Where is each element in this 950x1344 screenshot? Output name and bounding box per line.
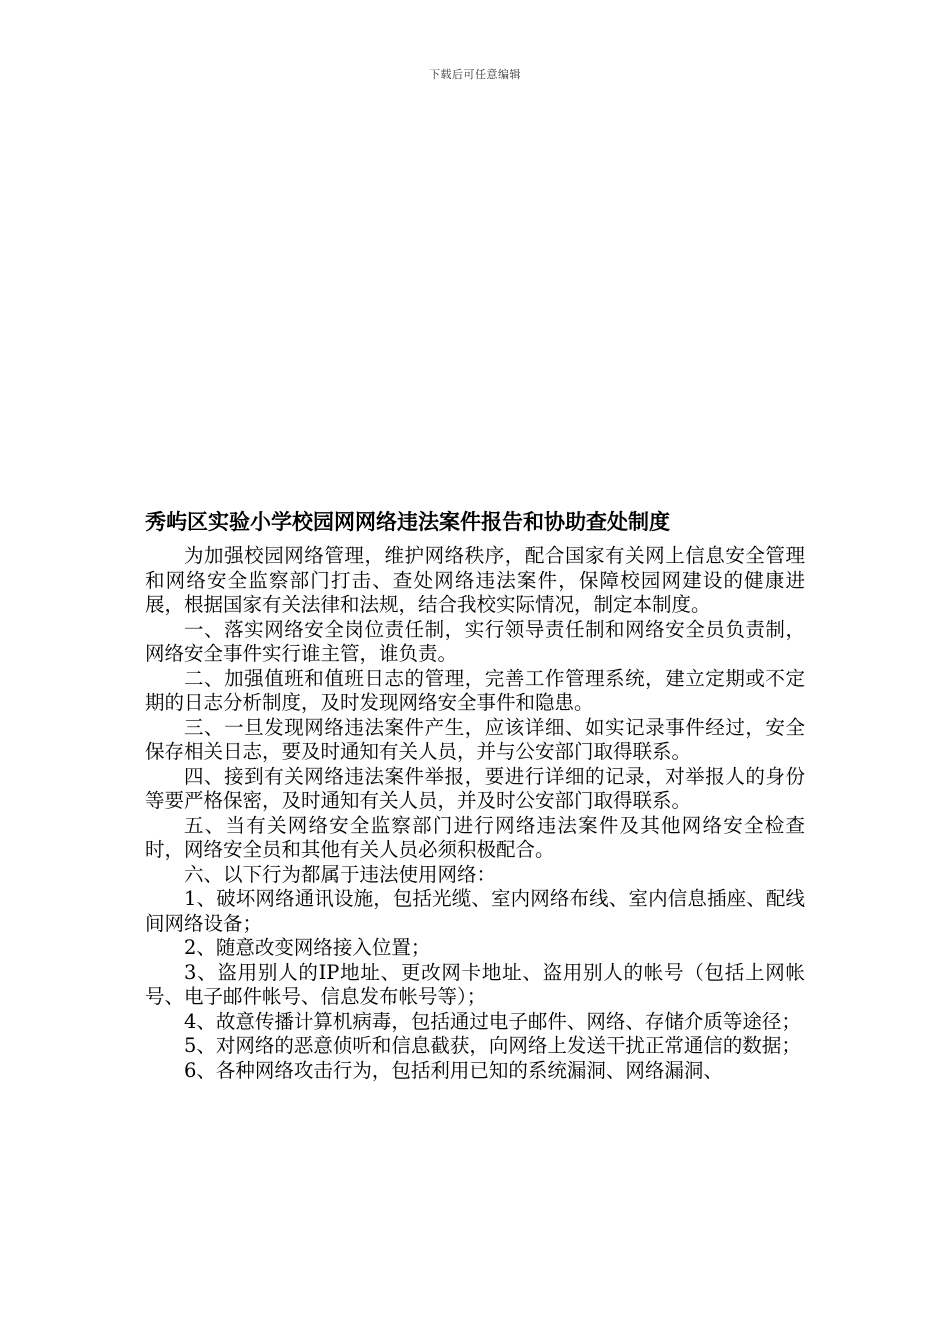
list-item-paragraph: 1、破坏网络通讯设施，包括光缆、室内网络布线、室内信息插座、配线间网络设备； — [145, 887, 805, 935]
page-header-note: 下载后可任意编辑 — [429, 68, 521, 81]
clause-paragraph: 三、一旦发现网络违法案件产生，应该详细、如实记录事件经过，安全保存相关日志，要及时通知有关人员，并与公安部门取得联系。 — [145, 715, 805, 763]
list-item-paragraph: 6、各种网络攻击行为，包括利用已知的系统漏洞、网络漏洞、 — [184, 1058, 723, 1082]
list-item-paragraph: 2、随意改变网络接入位置； — [184, 936, 431, 959]
clause-paragraph: 二、加强值班和值班日志的管理，完善工作管理系统，建立定期或不定期的日志分析制度，及时发现网络安全事件和隐患。 — [145, 666, 805, 714]
list-item-paragraph: 3、盗用别人的IP地址、更改网卡地址、盗用别人的帐号（包括上网帐号、电子邮件帐号、信息发布帐号等）； — [145, 960, 805, 1008]
clause-paragraph: 六、以下行为都属于违法使用网络： — [184, 862, 497, 886]
clause-paragraph: 五、当有关网络安全监察部门进行网络违法案件及其他网络安全检查时，网络安全员和其他有关人员必须积极配合。 — [145, 813, 805, 861]
clause-paragraph: 四、接到有关网络违法案件举报，要进行详细的记录，对举报人的身份等要严格保密，及时通知有关人员，并及时公安部门取得联系。 — [145, 764, 805, 812]
list-item-paragraph: 5、对网络的恶意侦听和信息截获，向网络上发送干扰正常通信的数据； — [184, 1034, 801, 1057]
document-title: 秀屿区实验小学校园网网络违法案件报告和协助查处制度 — [145, 510, 670, 534]
intro-paragraph: 为加强校园网络管理，维护网络秩序，配合国家有关网上信息安全管理和网络安全监察部门打击、查处网络违法案件，保障校园网建设的健康进展，根据国家有关法律和法规，结合我校实际情况，制定本制度。 — [145, 544, 805, 616]
list-item-paragraph: 4、故意传播计算机病毒，包括通过电子邮件、网络、存储介质等途径； — [184, 1009, 801, 1033]
document-body — [145, 544, 805, 1083]
clause-paragraph: 一、落实网络安全岗位责任制，实行领导责任制和网络安全员负责制，网络安全事件实行谁主管，谁负责。 — [145, 617, 805, 665]
